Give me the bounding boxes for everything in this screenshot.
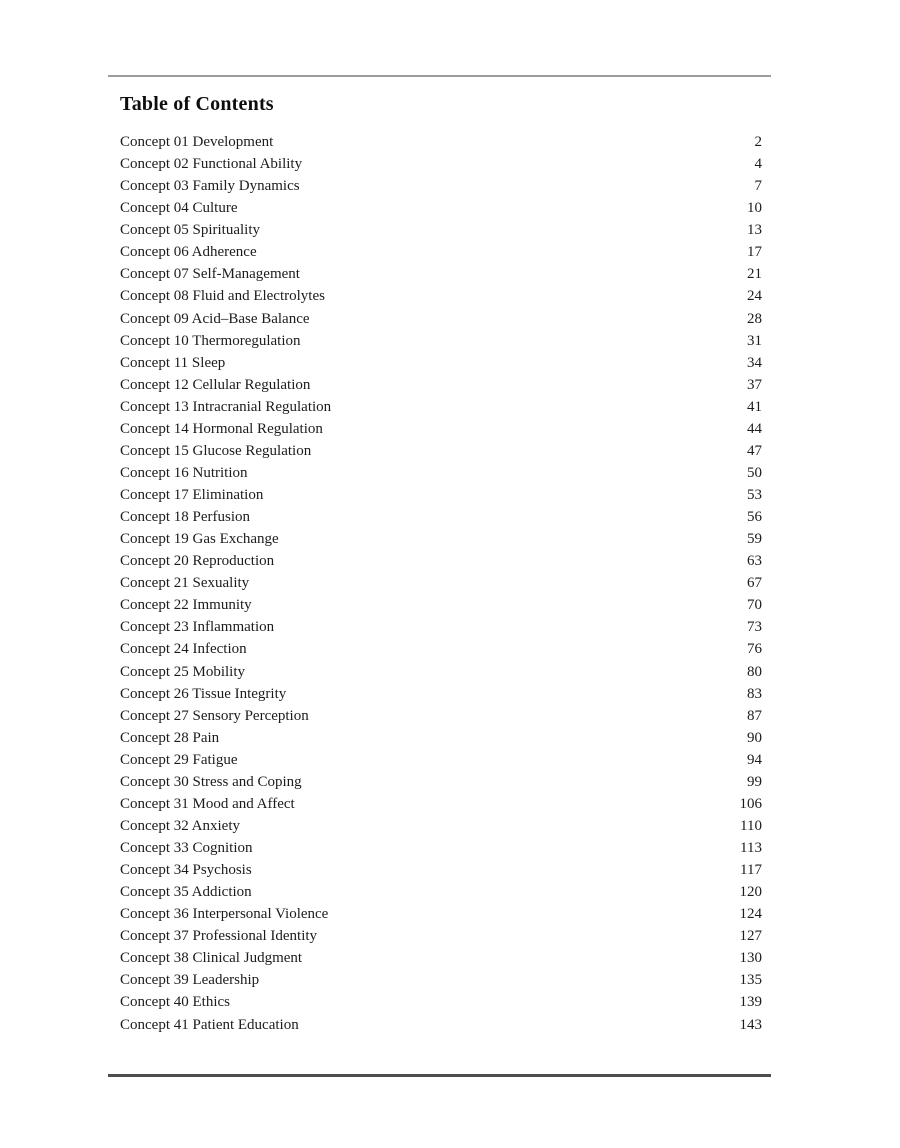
toc-entry-page-number: 10	[747, 200, 762, 217]
toc-row	[120, 506, 762, 528]
toc-row	[120, 263, 762, 285]
toc-entry-page-number: 130	[739, 950, 762, 967]
toc-entry-label: Concept 12 Cellular Regulation	[120, 376, 311, 393]
toc-row	[120, 881, 762, 903]
toc-row	[120, 462, 762, 484]
toc-row	[120, 969, 762, 991]
toc-row	[120, 396, 762, 418]
toc-entry-label: Concept 39 Leadership	[120, 972, 260, 989]
toc-entry-page-number: 56	[747, 509, 762, 526]
toc-row	[120, 131, 762, 153]
toc-entry-page-number: 37	[747, 376, 762, 393]
toc-entry-label: Concept 20 Reproduction	[120, 553, 275, 570]
toc-entry-label: Concept 18 Perfusion	[120, 509, 250, 526]
toc-entry-page-number: 2	[754, 134, 762, 150]
toc-entry-page-number: 50	[747, 464, 762, 481]
toc-entry-page-number: 4	[754, 156, 762, 173]
toc-row	[120, 815, 762, 837]
toc-entry-label: Concept 14 Hormonal Regulation	[120, 420, 323, 437]
toc-entry-label: Concept 35 Addiction	[120, 884, 252, 901]
toc-row	[120, 219, 762, 241]
toc-row	[120, 528, 762, 550]
toc-entry-page-number: 41	[747, 398, 762, 415]
toc-row	[120, 197, 762, 219]
page-title: Table of Contents	[120, 93, 274, 116]
toc-entry-page-number: 139	[739, 994, 762, 1011]
toc-entry-page-number: 143	[739, 1016, 762, 1033]
toc-entry-label: Concept 33 Cognition	[120, 840, 253, 856]
toc-entry-label: Concept 25 Mobility	[120, 663, 245, 680]
toc-entry-label: Concept 16 Nutrition	[120, 464, 248, 481]
toc-entry-label: Concept 06 Adherence	[120, 244, 257, 261]
toc-entry-page-number: 106	[739, 795, 762, 812]
toc-entry-page-number: 44	[747, 420, 762, 437]
toc-entry-label: Concept 04 Culture	[120, 200, 238, 217]
toc-entry-page-number: 83	[747, 685, 762, 702]
toc-entry-page-number: 34	[747, 354, 762, 371]
toc-entry-label: Concept 38 Clinical Judgment	[120, 950, 303, 967]
toc-entry-label: Concept 31 Mood and Affect	[120, 795, 295, 812]
toc-row	[120, 903, 762, 925]
toc-entry-page-number: 73	[747, 619, 762, 636]
toc-entry-label: Concept 03 Family Dynamics	[120, 178, 300, 195]
toc-row	[120, 616, 762, 638]
toc-row	[120, 837, 762, 859]
toc-row	[120, 308, 762, 330]
toc-row	[120, 330, 762, 352]
toc-entry-label: Concept 40 Ethics	[120, 994, 230, 1011]
toc-row	[120, 153, 762, 175]
header-rule	[108, 75, 771, 77]
toc-row	[120, 749, 762, 771]
toc-row	[120, 285, 762, 307]
toc-entry-label: Concept 36 Interpersonal Violence	[120, 906, 329, 923]
toc-entry-label: Concept 13 Intracranial Regulation	[120, 398, 332, 415]
toc-row	[120, 550, 762, 572]
toc-row	[120, 418, 762, 440]
toc-entry-label: Concept 22 Immunity	[120, 597, 252, 614]
toc-entry-page-number: 31	[747, 332, 762, 349]
toc-row	[120, 947, 762, 969]
toc-entry-page-number: 47	[747, 442, 762, 459]
toc-entry-page-number: 117	[740, 862, 762, 879]
toc-entry-page-number: 21	[747, 266, 762, 283]
toc-entry-label: Concept 37 Professional Identity	[120, 928, 318, 945]
toc-entry-label: Concept 02 Functional Ability	[120, 156, 303, 173]
toc-row	[120, 771, 762, 793]
toc-entry-page-number: 67	[747, 575, 762, 592]
toc-entry-page-number: 80	[747, 663, 762, 680]
toc-entry-page-number: 94	[747, 751, 762, 768]
toc-row	[120, 991, 762, 1013]
toc-entry-label: Concept 05 Spirituality	[120, 222, 260, 239]
toc-entry-label: Concept 26 Tissue Integrity	[120, 685, 287, 702]
toc-entry-page-number: 28	[747, 310, 762, 327]
toc-entry-page-number: 113	[740, 840, 762, 856]
toc-entry-label: Concept 10 Thermoregulation	[120, 332, 301, 349]
toc-entry-label: Concept 30 Stress and Coping	[120, 773, 302, 790]
toc-entry-page-number: 135	[739, 972, 762, 989]
toc-entry-label: Concept 27 Sensory Perception	[120, 707, 309, 724]
toc-row	[120, 859, 762, 881]
toc-row	[120, 594, 762, 616]
toc-entry-label: Concept 01 Development	[120, 134, 274, 150]
toc-entry-page-number: 90	[747, 729, 762, 746]
toc-entry-page-number: 24	[747, 288, 762, 305]
toc-row	[120, 638, 762, 660]
toc-entry-page-number: 76	[747, 641, 762, 658]
toc-entry-page-number: 87	[747, 707, 762, 724]
toc-entry-page-number: 13	[747, 222, 762, 239]
toc-row	[120, 1014, 762, 1036]
toc-entry-label: Concept 15 Glucose Regulation	[120, 442, 312, 459]
toc-entry-page-number: 53	[747, 487, 762, 503]
toc-entry-page-number: 63	[747, 553, 762, 570]
toc-entry-label: Concept 21 Sexuality	[120, 575, 250, 592]
toc-row	[120, 661, 762, 683]
toc-entry-label: Concept 34 Psychosis	[120, 862, 252, 879]
toc-entry-label: Concept 29 Fatigue	[120, 751, 238, 768]
toc-entry-page-number: 120	[739, 884, 762, 901]
toc-row	[120, 727, 762, 749]
toc-entry-page-number: 127	[739, 928, 762, 945]
toc-row	[120, 925, 762, 947]
toc-entry-label: Concept 17 Elimination	[120, 487, 264, 503]
toc-entry-page-number: 70	[747, 597, 762, 614]
footer-rule	[108, 1074, 771, 1077]
toc-entry-page-number: 124	[739, 906, 762, 923]
toc-row	[120, 440, 762, 462]
toc-row	[120, 793, 762, 815]
toc-entry-page-number: 110	[740, 817, 762, 834]
toc-entry-page-number: 17	[747, 244, 762, 261]
table-of-contents	[120, 131, 762, 1036]
toc-entry-label: Concept 08 Fluid and Electrolytes	[120, 288, 325, 305]
toc-entry-page-number: 7	[754, 178, 762, 195]
toc-row	[120, 374, 762, 396]
toc-row	[120, 175, 762, 197]
toc-entry-label: Concept 07 Self-Management	[120, 266, 300, 283]
toc-row	[120, 241, 762, 263]
toc-entry-label: Concept 32 Anxiety	[120, 817, 240, 834]
toc-row	[120, 683, 762, 705]
toc-row	[120, 352, 762, 374]
toc-entry-label: Concept 23 Inflammation	[120, 619, 275, 636]
toc-entry-label: Concept 19 Gas Exchange	[120, 531, 279, 548]
toc-row	[120, 572, 762, 594]
toc-entry-label: Concept 09 Acid–Base Balance	[120, 310, 310, 327]
toc-row	[120, 484, 762, 506]
toc-entry-label: Concept 11 Sleep	[120, 354, 226, 371]
toc-entry-label: Concept 28 Pain	[120, 729, 220, 746]
toc-entry-label: Concept 24 Infection	[120, 641, 247, 658]
toc-entry-page-number: 59	[747, 531, 762, 548]
toc-entry-page-number: 99	[747, 773, 762, 790]
toc-entry-label: Concept 41 Patient Education	[120, 1016, 299, 1033]
toc-row	[120, 705, 762, 727]
